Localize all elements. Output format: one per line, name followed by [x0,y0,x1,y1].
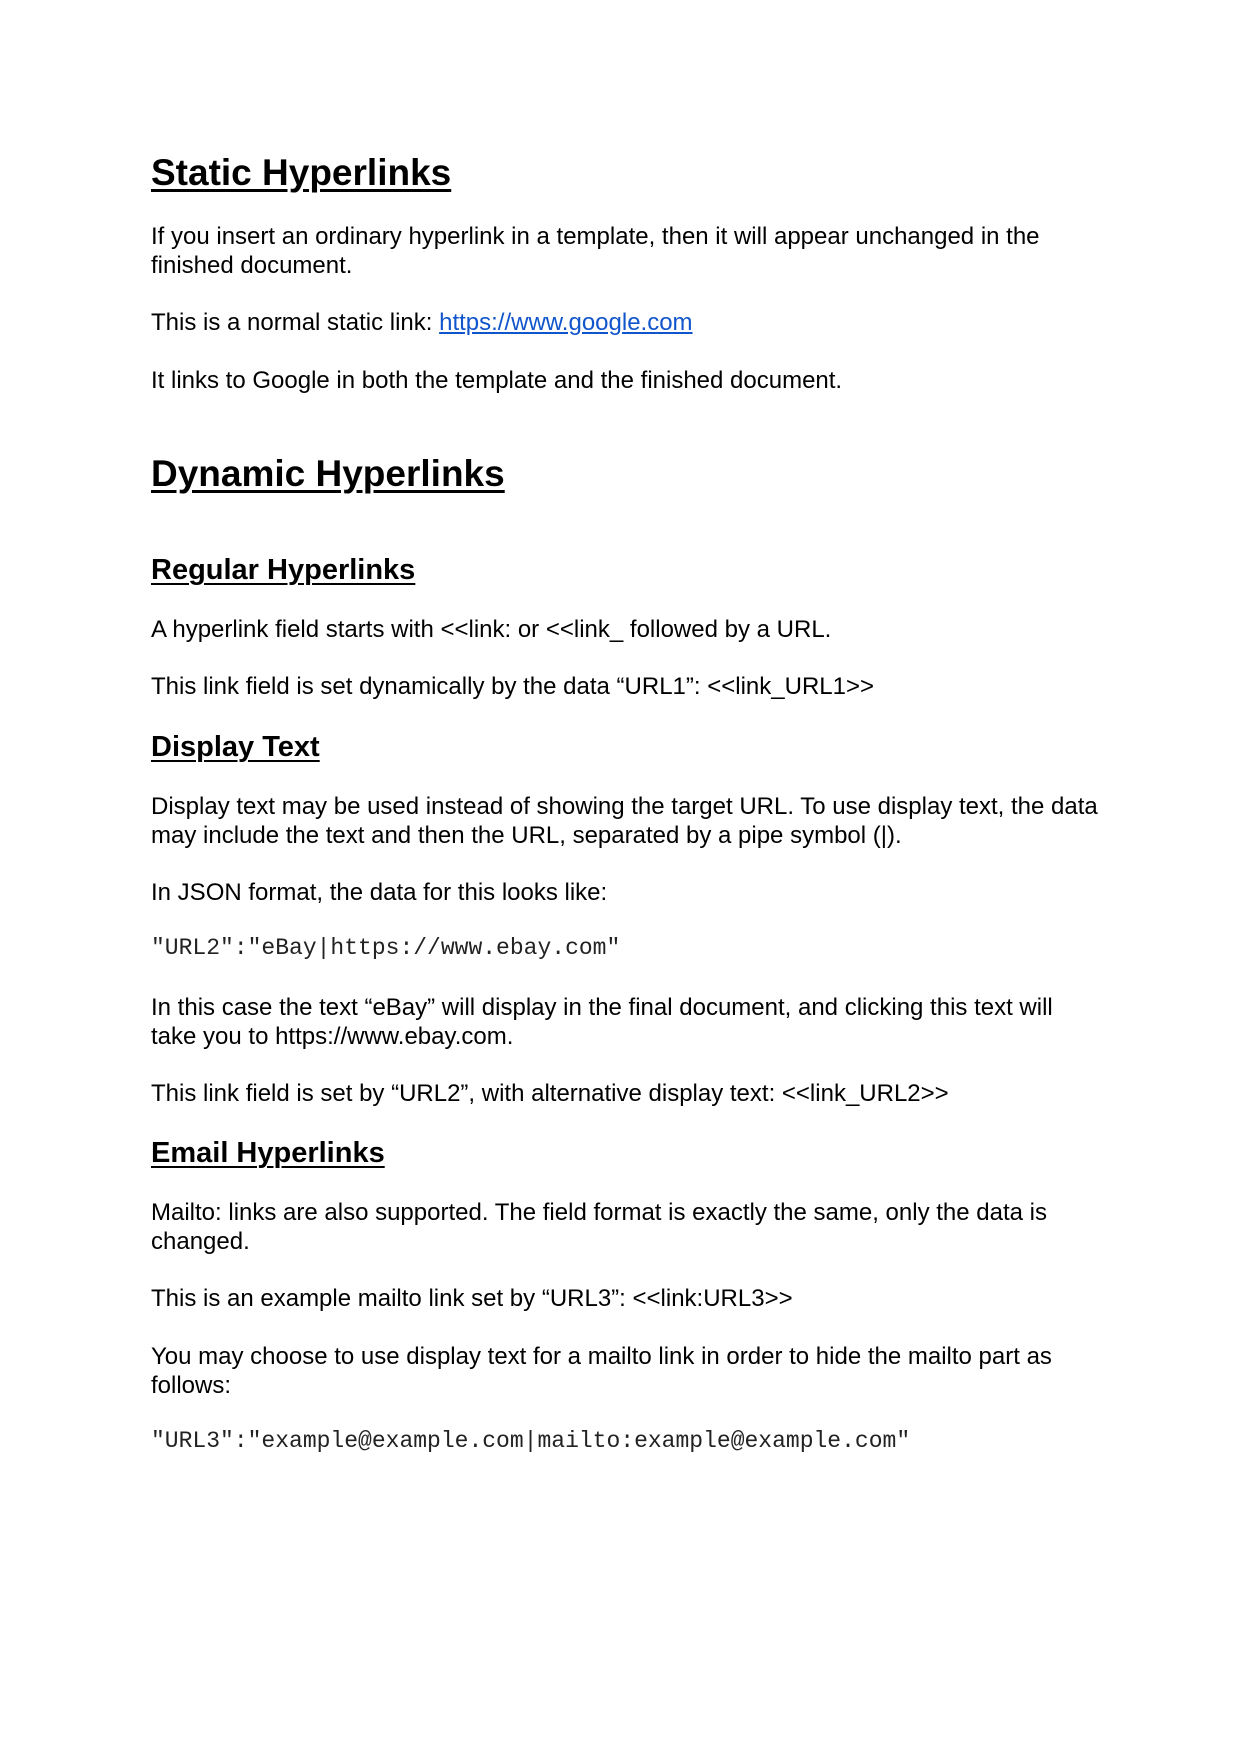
regular-hyperlinks-heading: Regular Hyperlinks [151,554,416,586]
static-hyperlinks-heading: Static Hyperlinks [151,152,452,193]
display-text-heading: Display Text [151,731,320,763]
url3-field-paragraph: This is an example mailto link set by “URL3”: <<link:URL3>> [151,1285,793,1312]
dynamic-hyperlinks-heading: Dynamic Hyperlinks [151,453,505,494]
static-link-paragraph [151,308,1101,337]
ebay-explanation-paragraph: In this case the text “eBay” will display in the final document, and clicking this text will take you to https://www.ebay.com. [151,994,1053,1050]
static-link-prefix: This is a normal static link: [151,309,440,336]
mailto-intro-paragraph: Mailto: links are also supported. The field format is exactly the same, only the data is changed. [151,1199,1047,1255]
static-note-paragraph: It links to Google in both the template and the finished document. [151,367,843,394]
url1-field-paragraph: This link field is set dynamically by the data “URL1”: <<link_URL1>> [151,673,874,700]
display-text-intro-paragraph: Display text may be used instead of showing the target URL. To use display text, the data may include the text and then the URL, separated by a pipe symbol (|). [151,793,1098,849]
static-intro-paragraph: If you insert an ordinary hyperlink in a template, then it will appear unchanged in the finished document. [151,223,1040,279]
google-link[interactable]: https://www.google.com [439,309,693,336]
url2-field-paragraph: This link field is set by “URL2”, with alternative display text: <<link_URL2>> [151,1080,949,1107]
mailto-display-text-paragraph: You may choose to use display text for a mailto link in order to hide the mailto part as follows: [151,1343,1052,1399]
regular-intro-paragraph: A hyperlink field starts with <<link: or <<link_ followed by a URL. [151,616,832,643]
url2-code-sample: "URL2":"eBay|https://www.ebay.com" [151,935,621,961]
json-format-paragraph: In JSON format, the data for this looks like: [151,879,608,906]
email-hyperlinks-heading: Email Hyperlinks [151,1137,385,1169]
url3-code-sample: "URL3":"example@example.com|mailto:example@example.com" [151,1428,911,1454]
